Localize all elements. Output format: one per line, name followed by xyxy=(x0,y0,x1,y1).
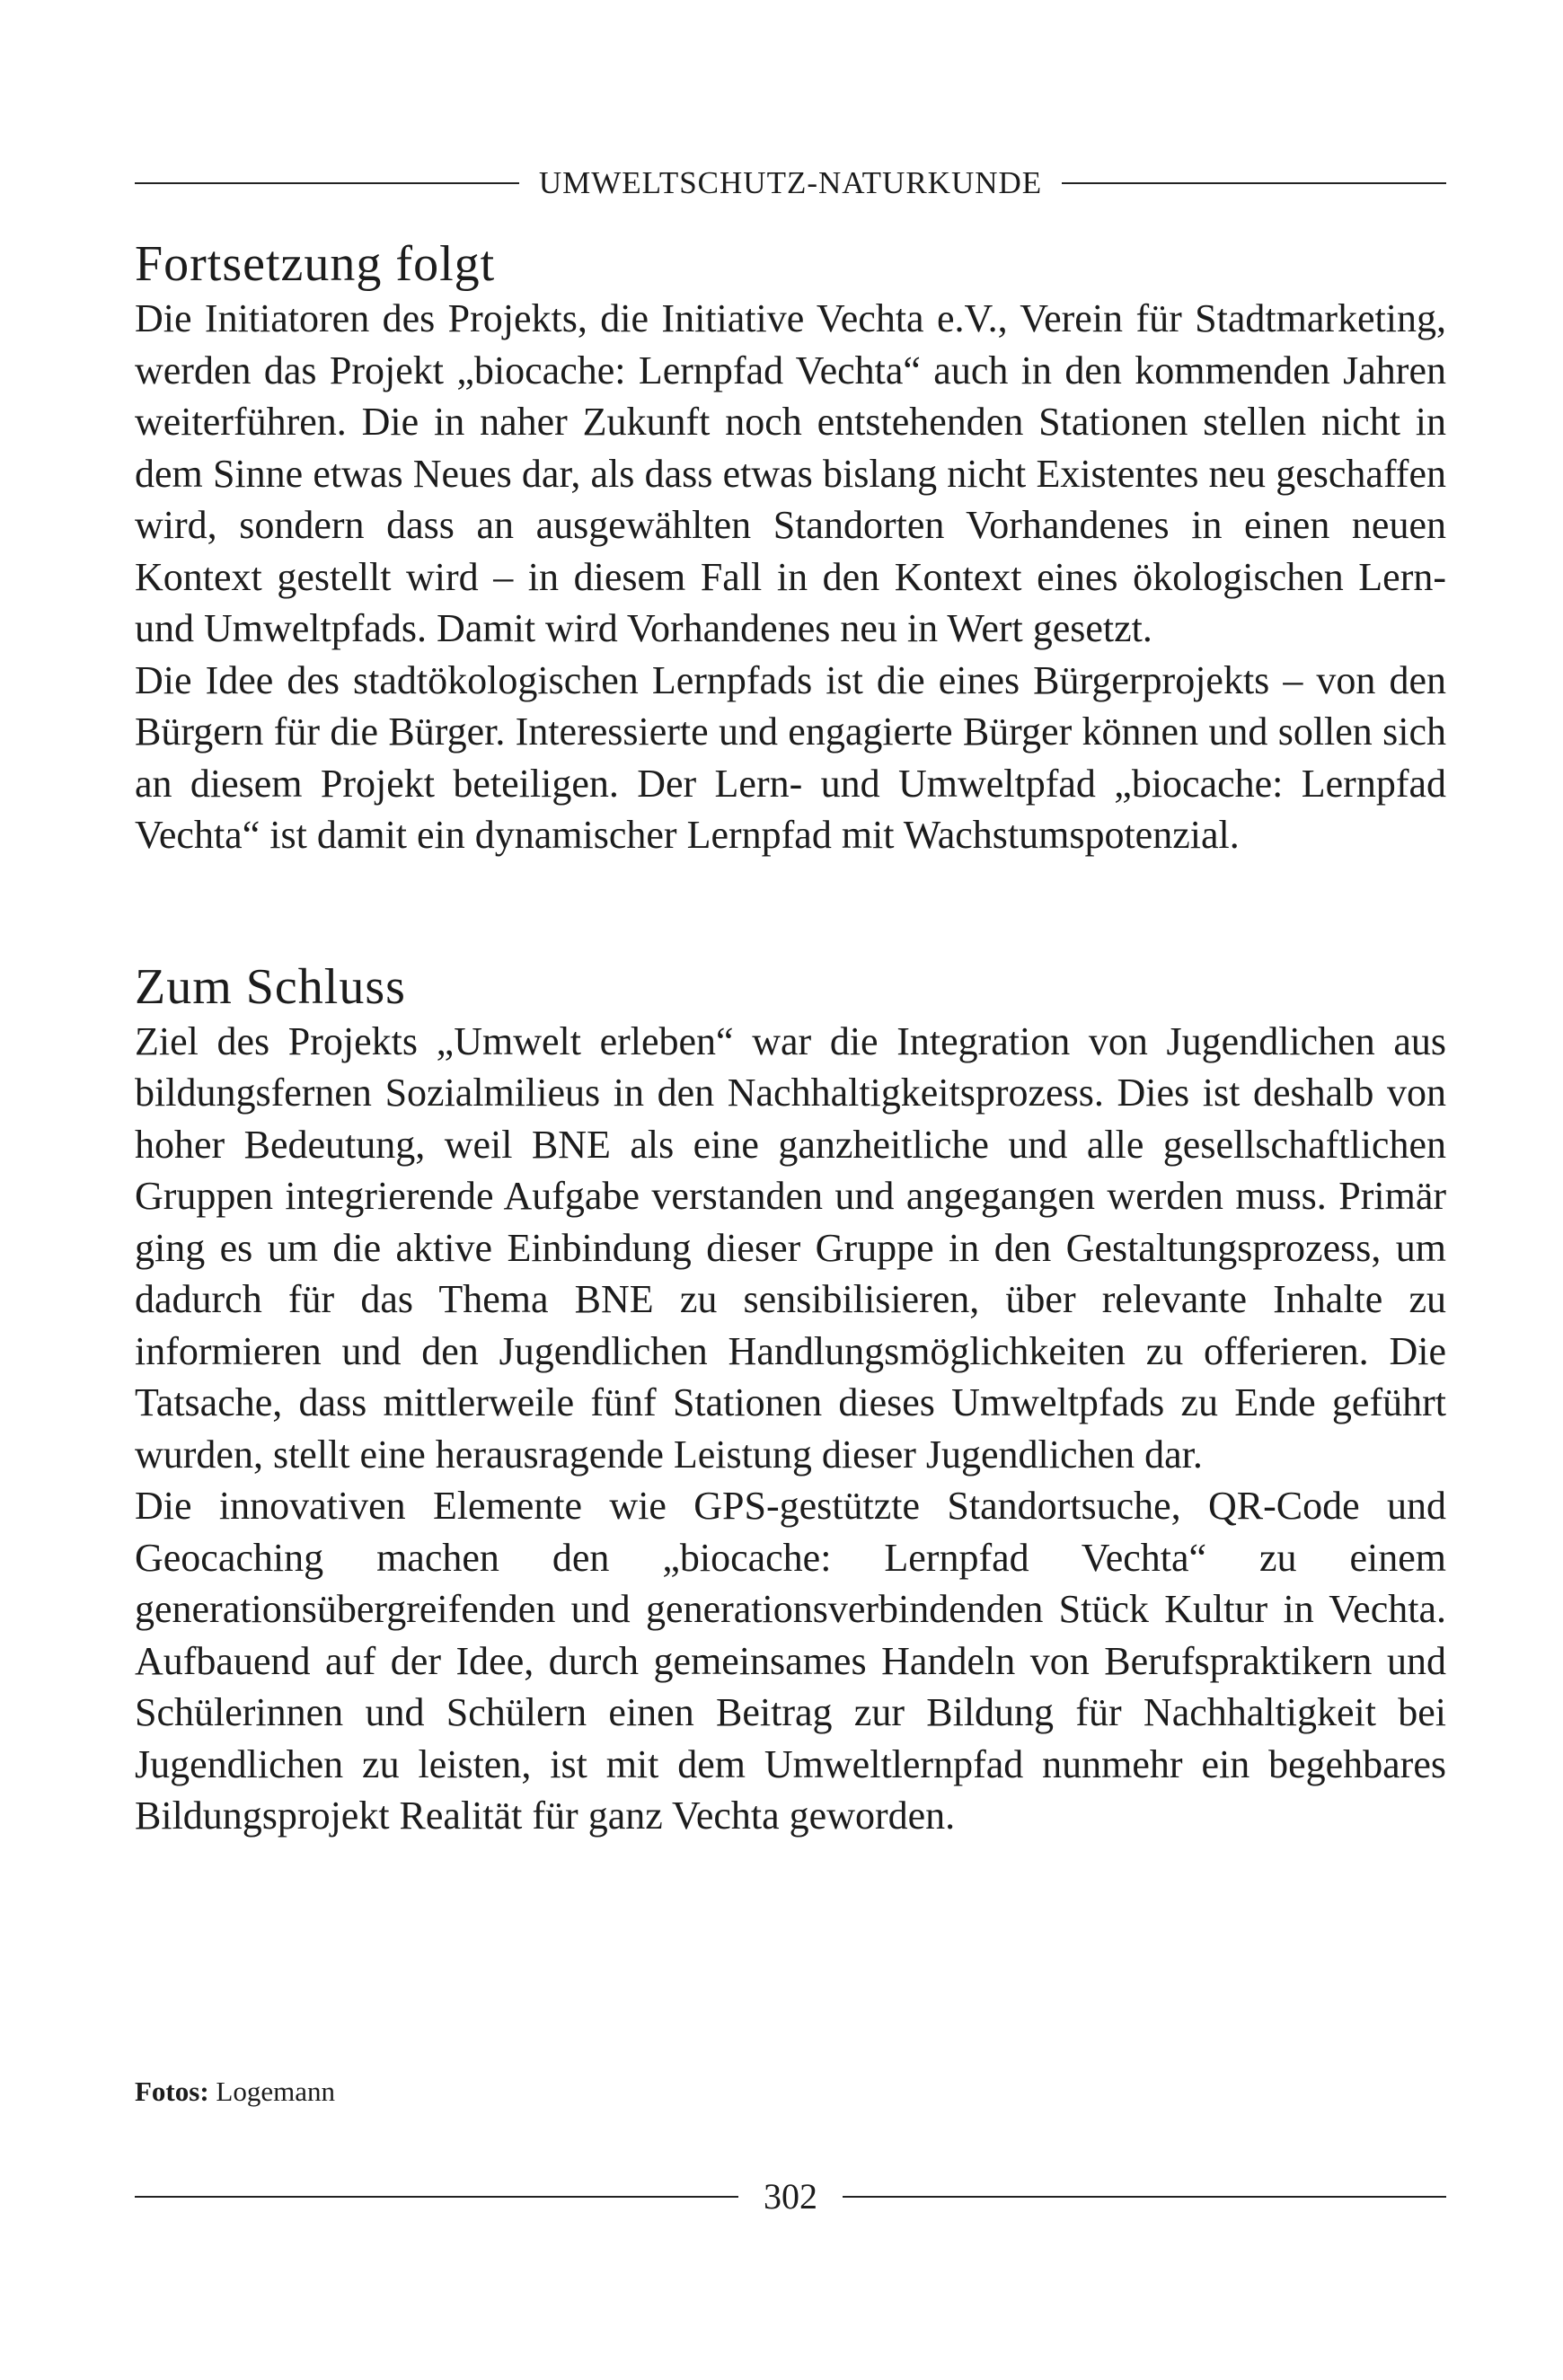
photo-credit-label: Fotos: xyxy=(135,2076,209,2107)
page-body xyxy=(135,235,1446,1842)
section-spacer xyxy=(135,861,1446,958)
paragraph: Die Idee des stadtökologischen Lernpfads ist die eines Bürgerprojekts – von den Bürgern für die Bürger. Interessierte und engagierte Bürger können und sollen sich an diesem Projekt beteiligen. Der Lern- und Umweltpfad „biocache: Lernpfad Vechta“ ist damit ein dynamischer Lernpfad mit Wachstumspotenzial. xyxy=(135,657,1446,857)
page-number: 302 xyxy=(764,2176,817,2217)
section-title: Fortsetzung folgt xyxy=(135,236,496,292)
page-footer xyxy=(135,2176,1446,2217)
paragraph: Die Initiatoren des Projekts, die Initiative Vechta e.V., Verein für Stadtmarketing, werden das Projekt „biocache: Lernpfad Vechta“ auch in den kommenden Jahren weiterführen. Die in naher Zukunft noch entstehenden Stationen stellen nicht in dem Sinne etwas Neues dar, als dass etwas bislang nicht Existentes neu geschaffen wird, sondern dass an ausgewählten Standorten Vorhandenes in einen neuen Kontext gestellt wird – in diesem Fall in den Kontext eines ökologischen Lern- und Umweltpfads. Damit wird Vorhandenes neu in Wert gesetzt. xyxy=(135,296,1446,650)
header-rule-left xyxy=(135,182,519,184)
header-rule-right xyxy=(1062,182,1446,184)
running-header xyxy=(135,167,1446,198)
running-title: UMWELTSCHUTZ-NATURKUNDE xyxy=(538,165,1043,200)
section-zum-schluss xyxy=(135,958,1446,1842)
paragraph: Ziel des Projekts „Umwelt erleben“ war die Integration von Jugendlichen aus bildungsfernen Sozialmilieus in den Nachhaltigkeitsprozess. Dies ist deshalb von hoher Bedeutung, weil BNE als eine ganzheitliche und alle gesellschaftlichen Gruppen integrierende Aufgabe verstanden und angegangen werden muss. Primär ging es um die aktive Einbindung dieser Gruppe in den Gestaltungsprozess, um dadurch für das Thema BNE zu sensibilisieren, über relevante Inhalte zu informieren und den Jugendlichen Handlungsmöglichkeiten zu offerieren. Die Tatsache, dass mittlerweile fünf Stationen dieses Umweltpfads zu Ende geführt wurden, stellt eine herausragende Leistung dieser Jugendlichen dar. xyxy=(135,1018,1446,1476)
section-title: Zum Schluss xyxy=(135,958,406,1015)
footer-rule-left xyxy=(135,2196,738,2198)
footer-rule-right xyxy=(843,2196,1446,2198)
paragraph: Die innovativen Elemente wie GPS-gestützte Standortsuche, QR-Code und Geocaching machen den „biocache: Lernpfad Vechta“ zu einem generationsübergreifenden und generationsverbindenden Stück Kultur in Vechta. Aufbauend auf der Idee, durch gemeinsames Handeln von Berufspraktikern und Schülerinnen und Schülern einen Beitrag zur Bildung für Nachhaltigkeit bei Jugendlichen zu leisten, ist mit dem Umweltlernpfad nunmehr ein begehbares Bildungsprojekt Realität für ganz Vechta geworden. xyxy=(135,1484,1446,1838)
photo-credit xyxy=(135,2077,335,2105)
photo-credit-value: Logemann xyxy=(216,2076,335,2107)
section-fortsetzung xyxy=(135,235,1446,861)
